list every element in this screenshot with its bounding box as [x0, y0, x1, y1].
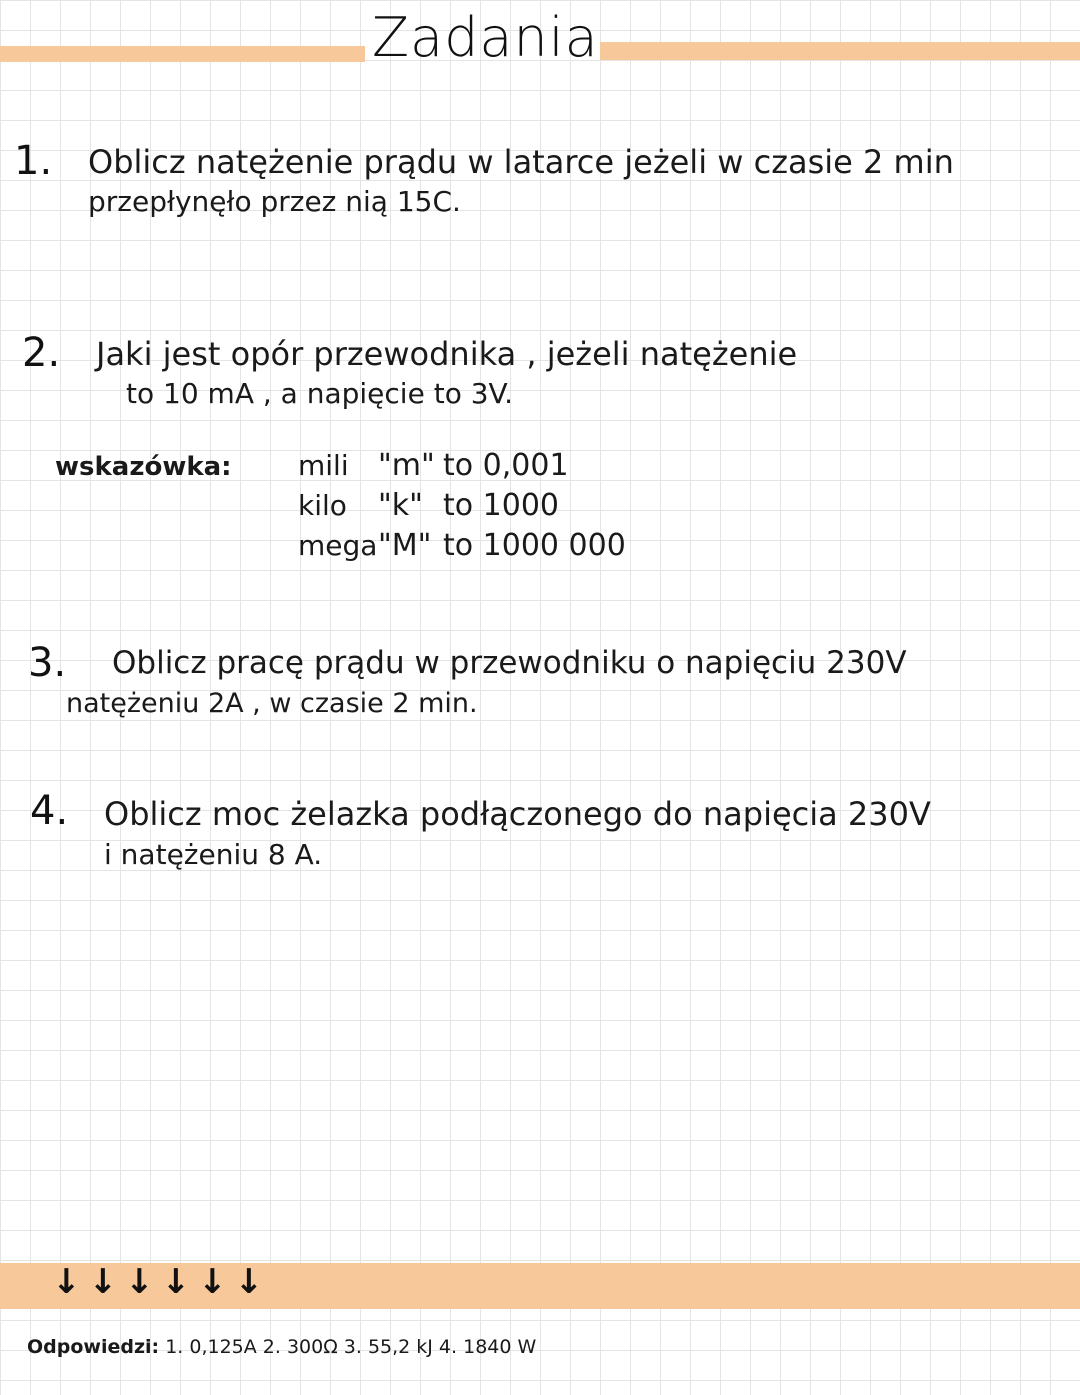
task-number: 2. — [22, 330, 61, 376]
hint-row-mega — [298, 528, 626, 563]
task-number: 4. — [30, 788, 69, 834]
hint-prefix: kilo — [298, 489, 347, 522]
top-highlight-left — [0, 46, 365, 62]
task-text-line1: Oblicz moc żelazka podłączonego do napięcia 230V — [104, 795, 931, 833]
hint-row-kilo — [298, 488, 559, 523]
hint-symbol: "m" — [378, 448, 435, 483]
top-highlight-right — [600, 42, 1080, 60]
hint-prefix: mega — [298, 529, 378, 562]
task-text-line2: to 10 mA , a napięcie to 3V. — [126, 377, 513, 410]
task-text-line2: przepłynęło przez nią 15C. — [88, 185, 461, 218]
hint-row-mili — [298, 448, 569, 483]
hint-value: to 1000 — [443, 488, 560, 523]
task-text-line2: i natężeniu 8 A. — [104, 838, 323, 871]
task-text-line1: Jaki jest opór przewodnika , jeżeli natężenie — [96, 335, 798, 373]
hint-value: to 1000 000 — [443, 528, 626, 563]
hint-symbol: "M" — [378, 528, 432, 563]
task-text-line2: natężeniu 2A , w czasie 2 min. — [66, 688, 478, 719]
task-text-line1: Oblicz natężenie prądu w latarce jeżeli w czasie 2 min — [88, 143, 954, 181]
answers-line — [27, 1336, 536, 1358]
page-title: Zadania — [372, 6, 599, 69]
answers-text: 1. 0,125A 2. 300Ω 3. 55,2 kJ 4. 1840 W — [165, 1336, 537, 1358]
task-text-line1: Oblicz pracę prądu w przewodniku o napięciu 230V — [112, 645, 907, 681]
task-number: 3. — [28, 640, 67, 686]
down-arrows-icon: ↓↓↓↓↓↓ — [52, 1262, 271, 1302]
hint-symbol: "k" — [378, 488, 423, 523]
hint-prefix: mili — [298, 449, 349, 482]
hint-label: wskazówka: — [55, 452, 232, 482]
hint-value: to 0,001 — [443, 448, 569, 483]
task-number: 1. — [14, 138, 53, 184]
answers-label: Odpowiedzi: — [27, 1336, 160, 1358]
